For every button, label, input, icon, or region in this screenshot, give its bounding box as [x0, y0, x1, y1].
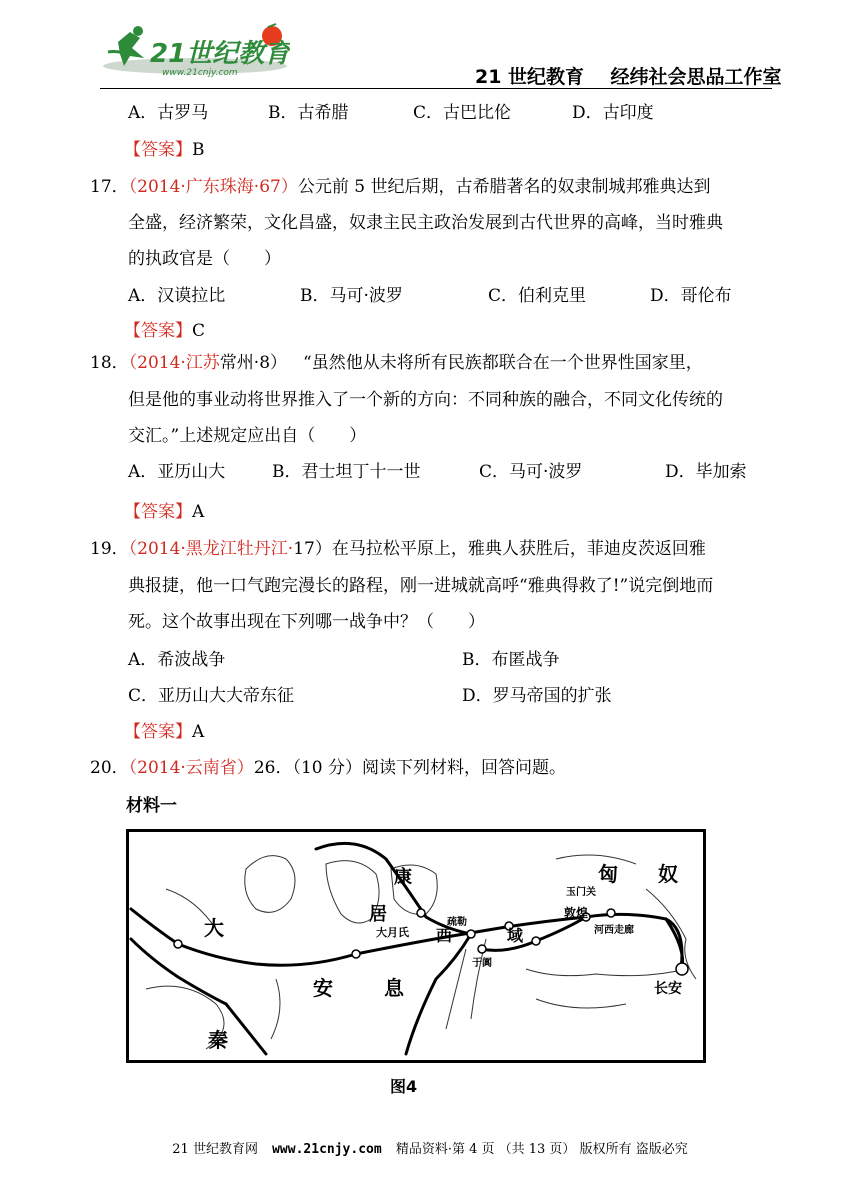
footer-url: www.21cnjy.com — [272, 1142, 382, 1157]
q16-option-c: C．古巴比伦 — [413, 103, 512, 123]
map-label-hexizoulang: 河西走廊 — [594, 925, 634, 936]
logo-url: www.21cnjy.com — [162, 68, 238, 78]
map-label-yu: 域 — [507, 926, 524, 945]
map-label-xi2: 息 — [384, 976, 404, 1000]
q18-answer: 【答案】A — [124, 502, 205, 522]
silk-road-map-graphic — [126, 829, 706, 1063]
q19-answer: 【答案】A — [124, 722, 205, 742]
q19-option-a: A．希波战争 — [128, 650, 226, 670]
q16-option-b: B．古希腊 — [268, 103, 349, 123]
q18-number: 18． — [90, 353, 129, 373]
q17-line3: 的执政官是（ ） — [128, 249, 281, 269]
q17-source: （2014·广东珠海·67） — [128, 177, 298, 197]
q16-answer: 【答案】B — [124, 140, 205, 160]
map-label-changan: 长安 — [654, 981, 682, 997]
map-label-shule: 疏勒 — [447, 917, 467, 928]
q18-option-d: D．毕加索 — [665, 462, 747, 482]
header-divider — [100, 88, 772, 89]
q18-option-a: A．亚历山大 — [128, 462, 226, 482]
q19-option-d: D．罗马帝国的扩张 — [462, 686, 612, 706]
q17-option-b: B．马可·波罗 — [300, 286, 403, 306]
footer-rest: 精品资料·第 4 页 （共 13 页） 版权所有 盗版必究 — [395, 1142, 688, 1157]
map-label-da: 大 — [204, 916, 224, 940]
q19-line3: 死。这个故事出现在下列哪一战争中？（ ） — [128, 612, 485, 632]
logo-graphic — [100, 22, 290, 84]
material-label: 材料一 — [126, 796, 177, 816]
q18-line1: 18．（2014·江苏常州·8） “虽然他从未将所有民族都联合在一个世界性国家里， — [90, 353, 703, 373]
figure-caption: 图4 — [390, 1077, 418, 1096]
map-label-dunhuang: 敦煌 — [564, 906, 589, 920]
q19-number: 19． — [90, 539, 129, 559]
q20-line1: 20．（2014·云南省）26．（10 分）阅读下列材料，回答问题。 — [90, 758, 566, 778]
q17-option-a: A．汉谟拉比 — [128, 286, 226, 306]
q17-line1: 17．（2014·广东珠海·67）公元前 5 世纪后期，古希腊著名的奴隶制城邦雅典达到 — [90, 177, 711, 197]
q17-option-c: C．伯利克里 — [488, 286, 587, 306]
q18-option-c: C．马可·波罗 — [479, 462, 583, 482]
q18-source-red: （2014·江苏 — [128, 353, 220, 373]
q18-source-black: 常州·8） — [219, 353, 288, 373]
silk-road-map — [126, 829, 706, 1063]
q18-line3: 交汇。”上述规定应出自（ ） — [128, 426, 367, 446]
q18-option-b: B．君士坦丁十一世 — [272, 462, 421, 482]
map-label-xiongnu-2: 奴 — [658, 862, 678, 886]
q20-number: 20． — [90, 758, 129, 778]
map-label-kang: 康 — [394, 867, 412, 888]
q19-option-b: B．布匿战争 — [462, 650, 560, 670]
map-label-an: 安 — [313, 976, 333, 1000]
map-label-yutian: 于阗 — [472, 958, 492, 969]
logo — [100, 22, 290, 84]
logo-text: 21世纪教育 — [150, 39, 290, 69]
map-label-qin: 秦 — [208, 1028, 228, 1052]
q19-line1: 19．（2014·黑龙江牡丹江·17）在马拉松平原上，雅典人获胜后，菲迪皮茨返回雅 — [90, 539, 706, 559]
map-label-yumenguan: 玉门关 — [566, 887, 596, 898]
q17-answer: 【答案】C — [124, 321, 206, 341]
q16-option-d: D．古印度 — [572, 103, 654, 123]
q18-line2: 但是他的事业动将世界推入了一个新的方向：不同种族的融合，不同文化传统的 — [128, 390, 723, 410]
footer — [0, 1138, 860, 1157]
q17-option-d: D．哥伦布 — [650, 286, 732, 306]
q20-source: （2014·云南省） — [128, 758, 254, 778]
q19-option-c: C．亚历山大大帝东征 — [128, 686, 295, 706]
map-label-xiongnu-1: 匈 — [598, 862, 618, 886]
footer-site: 21 世纪教育网 — [172, 1142, 258, 1157]
q19-source: （2014·黑龙江牡丹江· — [128, 539, 294, 559]
header-title: 21 世纪教育 经纬社会思品工作室 — [475, 66, 782, 88]
q17-line2: 全盛，经济繁荣，文化昌盛，奴隶主民主政治发展到古代世界的高峰，当时雅典 — [128, 213, 723, 233]
q16-option-a: A．古罗马 — [128, 103, 209, 123]
map-label-dayuezhi: 大月氏 — [376, 926, 409, 939]
q17-number: 17． — [90, 177, 129, 197]
map-label-xi: 西 — [436, 926, 453, 945]
map-label-ju: 居 — [369, 904, 387, 925]
q19-line2: 典报捷，他一口气跑完漫长的路程，刚一进城就高呼“雅典得救了!”说完倒地而 — [128, 576, 714, 596]
